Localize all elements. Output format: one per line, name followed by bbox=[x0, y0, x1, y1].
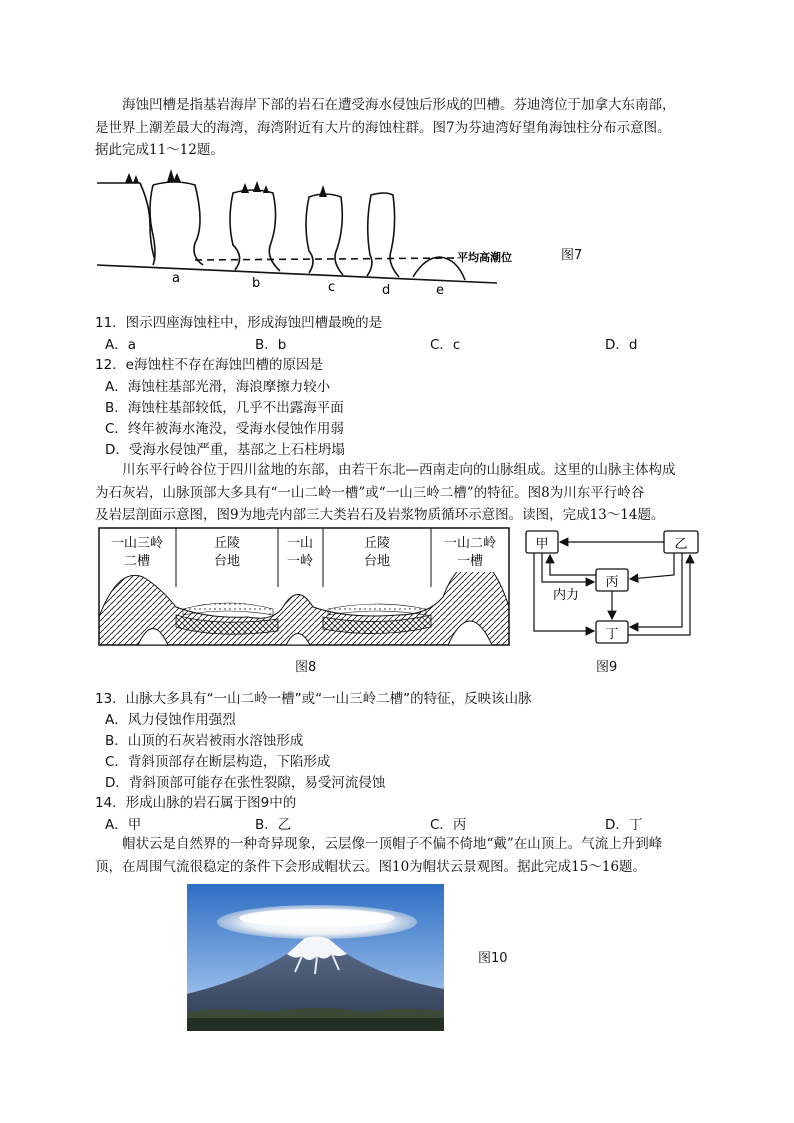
fig9-node-yi: 乙 bbox=[674, 537, 688, 552]
fig9-node-bing: 丙 bbox=[605, 575, 619, 590]
q14-option-b[interactable]: B．乙 bbox=[255, 817, 292, 833]
figure-8-ridge-valley-profile bbox=[98, 527, 510, 647]
fig10-caption: 图10 bbox=[478, 951, 508, 966]
fig9-force-label: 内力 bbox=[553, 588, 580, 603]
fig7-label-a: a bbox=[172, 271, 180, 286]
q11-option-b[interactable]: B．b bbox=[255, 337, 287, 353]
q12-option-c[interactable]: C．终年被海水淹没，受海水侵蚀作用弱 bbox=[105, 421, 344, 437]
q12-stem: 12．e海蚀柱不存在海蚀凹槽的原因是 bbox=[95, 357, 323, 373]
q11-option-d[interactable]: D．d bbox=[605, 337, 638, 353]
q13-option-a[interactable]: A．风力侵蚀作用强烈 bbox=[105, 712, 236, 728]
fig9-caption: 图9 bbox=[596, 660, 618, 675]
fig8-label-1-line2: 二槽 bbox=[123, 554, 151, 569]
figure-10-cap-cloud-photo bbox=[187, 884, 444, 1031]
fig9-node-jia: 甲 bbox=[535, 537, 549, 552]
q13-option-b[interactable]: B．山顶的石灰岩被雨水溶蚀形成 bbox=[105, 733, 304, 749]
intro1-line1: 海蚀凹槽是指基岩海岸下部的岩石在遭受海水侵蚀后形成的凹槽。芬迪湾位于加拿大东南部， bbox=[122, 97, 676, 113]
intro1-line2: 是世界上潮差最大的海湾，海湾附近有大片的海蚀柱群。图7为芬迪湾好望角海蚀柱分布示意图。 bbox=[95, 120, 671, 136]
fig8-label-5-line2: 一槽 bbox=[456, 554, 484, 569]
fig8-label-2-line2: 台地 bbox=[213, 554, 241, 569]
figure-9-rock-cycle bbox=[524, 527, 704, 649]
fig8-label-3-line1: 一山 bbox=[286, 536, 314, 551]
q13-stem: 13．山脉大多具有“一山二岭一槽”或“一山三岭二槽”的特征，反映该山脉 bbox=[95, 691, 532, 707]
fig8-label-4-line2: 台地 bbox=[363, 554, 391, 569]
q14-option-d[interactable]: D．丁 bbox=[605, 817, 643, 833]
fig8-label-1-line1: 一山三岭 bbox=[110, 536, 164, 551]
fig8-label-2-line1: 丘陵 bbox=[213, 536, 241, 551]
intro1-line3: 据此完成11～12题。 bbox=[95, 142, 224, 158]
fig8-label-3-line2: 一岭 bbox=[286, 554, 314, 569]
fig7-label-d: d bbox=[382, 283, 391, 295]
intro3-line2: 顶，在周围气流很稳定的条件下会形成帽状云。图10为帽状云景观图。据此完成15～16题。 bbox=[95, 859, 647, 875]
intro2-line3: 及岩层剖面示意图，图9为地壳内部三大类岩石及岩浆物质循环示意图。读图，完成13～14题。 bbox=[95, 507, 665, 523]
q13-option-c[interactable]: C．背斜顶部存在断层构造，下陷形成 bbox=[105, 754, 331, 770]
fig9-node-ding: 丁 bbox=[605, 627, 619, 642]
fig7-label-b: b bbox=[252, 276, 261, 291]
q13-option-d[interactable]: D．背斜顶部可能存在张性裂隙，易受河流侵蚀 bbox=[105, 775, 386, 791]
intro3-line1: 帽状云是自然界的一种奇异现象，云层像一顶帽子不偏不倚地“戴”在山顶上。气流上升到峰 bbox=[122, 836, 663, 852]
figure-7-sea-stacks bbox=[95, 165, 535, 295]
fig7-label-e: e bbox=[436, 283, 444, 295]
q11-option-c[interactable]: C．c bbox=[430, 337, 461, 353]
q14-option-a[interactable]: A．甲 bbox=[105, 817, 142, 833]
intro2-line1: 川东平行岭谷位于四川盆地的东部，由若干东北—西南走向的山脉组成。这里的山脉主体构成 bbox=[122, 462, 676, 478]
q11-option-a[interactable]: A．a bbox=[105, 337, 137, 353]
q14-option-c[interactable]: C．丙 bbox=[430, 817, 467, 833]
q12-option-a[interactable]: A．海蚀柱基部光滑，海浪摩擦力较小 bbox=[105, 379, 331, 395]
intro2-line2: 为石灰岩，山脉顶部大多具有“一山二岭一槽”或“一山三岭二槽”的特征。图8为川东平行岭谷 bbox=[95, 485, 645, 501]
fig7-label-c: c bbox=[328, 280, 336, 295]
fig7-caption: 图7 bbox=[561, 248, 583, 263]
q14-stem: 14．形成山脉的岩石属于图9中的 bbox=[95, 795, 297, 811]
q11-stem: 11．图示四座海蚀柱中，形成海蚀凹槽最晚的是 bbox=[95, 315, 383, 331]
fig7-tide-label: 平均高潮位 bbox=[457, 251, 512, 264]
q12-option-b[interactable]: B．海蚀柱基部较低，几乎不出露海平面 bbox=[105, 400, 344, 416]
q12-option-d[interactable]: D．受海水侵蚀严重，基部之上石柱坍塌 bbox=[105, 442, 345, 458]
fig8-label-5-line1: 一山二岭 bbox=[443, 536, 497, 551]
fig8-caption: 图8 bbox=[295, 660, 317, 675]
fig8-label-4-line1: 丘陵 bbox=[363, 536, 391, 551]
